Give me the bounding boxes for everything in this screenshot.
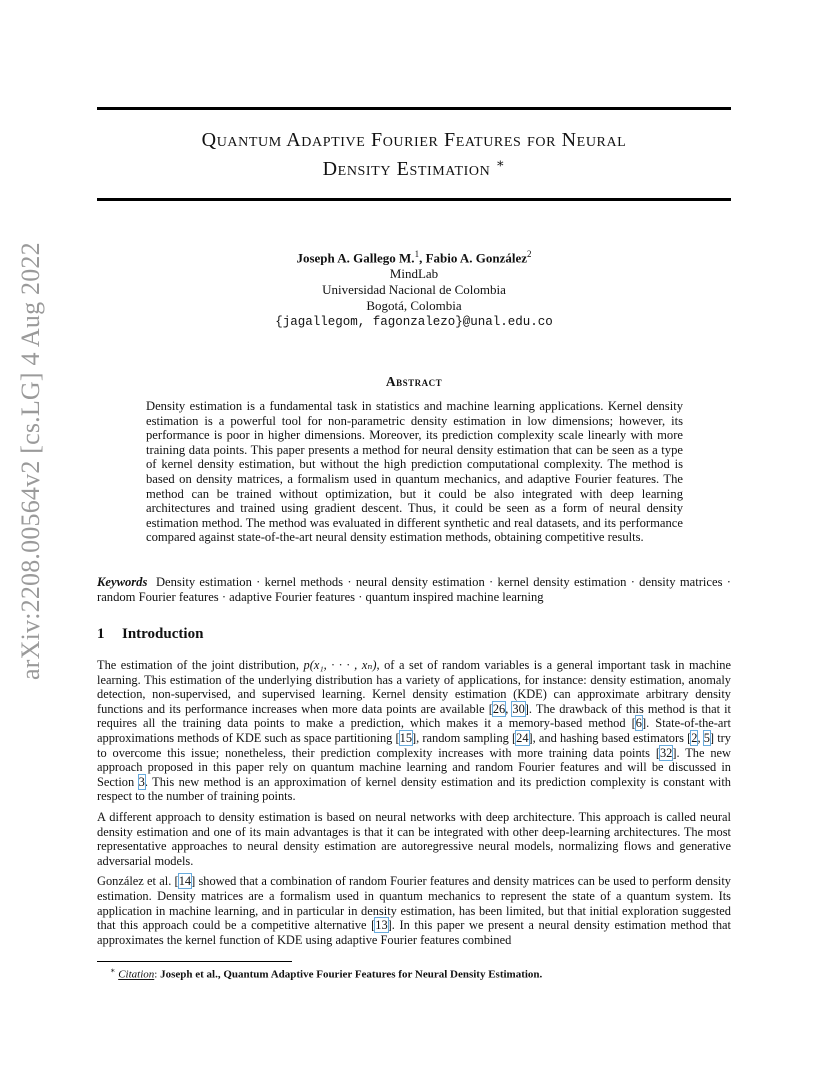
author-1: Joseph A. Gallego M. (296, 250, 415, 266)
p1-text-h: ]. The new approach proposed in this paper rely on quantum machine learning and random Fourier features and will be discussed in Section (97, 745, 732, 789)
p1-text-a: The estimation of the joint distribution, (97, 658, 304, 672)
keywords-block (97, 575, 731, 605)
footnote-rule (97, 961, 292, 962)
citation-link-26[interactable]: 26 (492, 701, 506, 716)
author-lab: MindLab (389, 266, 439, 282)
title-line-2-text: Density Estimation (322, 158, 491, 180)
abstract-heading: Abstract (385, 374, 443, 389)
author-email[interactable]: {jagallegom, fagonzalezo}@unal.edu.co (275, 315, 553, 330)
footnote-mark: ∗ (110, 966, 116, 975)
title-line-1: Quantum Adaptive Fourier Features for Neural (201, 129, 627, 151)
p1-text-e: ], random sampling [ (412, 730, 517, 745)
citation-link-32[interactable]: 32 (659, 745, 673, 760)
title-line-2 (97, 155, 731, 184)
citation-link-13[interactable]: 13 (375, 918, 388, 933)
citation-link-30[interactable]: 30 (512, 701, 525, 716)
author-2-affiliation: 2 (527, 249, 532, 259)
paragraph-2: A different approach to density estimation is based on neural networks with deep architecture. This approach is called neural density estimation and one of its main advantages is that it can be integrated with other deep-learning architectures. The most representative approaches to neural density estimation are autoregressive neural models, normalizing flows and generative adversarial models. (97, 809, 731, 868)
section-link-3[interactable]: 3 (138, 774, 145, 789)
p1-text-g: ] try to overcome this issue; nonetheless, their prediction complexity increases with more training data points [ (97, 730, 731, 760)
joint-distribution-math: p(x₁, · · · , xₙ) (303, 658, 377, 672)
arxiv-id-text: arXiv:2208.00564v2 [cs.LG] 4 Aug 2022 (16, 242, 45, 680)
p1-text-b: , of a set of random variables is a general important task in machine learning. This estimation of the underlying distribution has a variety of applications, for instance: density estimation, anomaly detection, non-supervised, and supervised learning. Kernel density estimation (KDE) can approximate arbitrary density functions and its performance increases when more data points are available [ (97, 658, 731, 716)
p3-text-a: González et al. [ (97, 874, 179, 889)
author-block (0, 246, 828, 330)
author-1-affiliation: 1 (414, 249, 420, 259)
p3-text-b: ] showed that a combination of random Fourier features and density matrices can be used to perform density estimation. Density matrices are a formalism used in quantum mechanics to represent the state of a quantum system. Its application in machine learning, and in particular in density estimation, has been limited, but that initial exploration suggested that this approach could be a competitive alternative [ (97, 874, 731, 933)
p1-text-d: ]. State-of-the-art approximations methods of KDE such as space partitioning [ (97, 716, 731, 745)
section-number: 1 (97, 626, 105, 642)
author-separator: , (419, 250, 426, 266)
citation-link-5[interactable]: 5 (703, 730, 710, 745)
paper-title (97, 126, 731, 184)
paragraph-3 (97, 874, 731, 947)
citation-link-15[interactable]: 15 (399, 730, 413, 745)
section-heading-introduction (97, 626, 203, 643)
footnote-reference: Joseph et al., Quantum Adaptive Fourier Features for Neural Density Estimation. (160, 968, 543, 981)
citation-link-2[interactable]: 2 (691, 730, 698, 745)
p1-citation-separator-2: , (697, 730, 704, 745)
title-bottom-rule (97, 198, 731, 201)
citation-link-6[interactable]: 6 (635, 716, 642, 731)
abstract-text: Density estimation is a fundamental task in statistics and machine learning applications. Kernel density estimation is a powerful tool for non-parametric density estimation in low dimensions; however, its performance is poor in higher dimensions. Moreover, its prediction complexity scale linearly with more training data points. This paper presents a method for neural density estimation that can be seen as a type of kernel density estimation, but without the high prediction computational complexity. The method is based on density matrices, a formalism used in quantum mechanics, and adaptive Fourier features. The method can be trained without optimization, but it could be also integrated with deep learning architectures and trained using gradient descent. Thus, it could be seen as a form of neural density estimation method. The method was evaluated in different synthetic and real datasets, and its performance compared against state-of-the-art neural density estimation methods, obtaining competitive results. (146, 399, 683, 545)
footnote-citation-label[interactable]: Citation (118, 968, 155, 981)
author-city: Bogotá, Colombia (366, 298, 462, 314)
keywords-text: Density estimation · kernel methods · neural density estimation · kernel density estimation · density matrices · random Fourier features · adaptive Fourier features · quantum inspired machine learning (97, 575, 731, 604)
citation-link-24[interactable]: 24 (516, 730, 529, 745)
footnote-colon: : (154, 968, 161, 981)
p1-text-i: . This new method is an approximation of kernel density estimation and its prediction complexity is constant with respect to the number of training points. (97, 774, 731, 804)
citation-link-14[interactable]: 14 (178, 874, 192, 889)
keywords-label: Keywords (97, 575, 148, 589)
p1-text-f: ], and hashing based estimators [ (528, 730, 692, 745)
title-top-rule (97, 107, 731, 110)
p1-citation-separator-1: , (505, 701, 513, 716)
paragraph-1 (97, 658, 731, 804)
author-2: Fabio A. González (425, 250, 528, 266)
p3-text-c: ]. In this paper we present a neural density estimation method that approximates the kernel function of KDE using adaptive Fourier features combined (97, 918, 731, 947)
p1-text-c: ]. The drawback of this method is that it requires all the training data points to make a prediction, which makes it a memory-based method [ (97, 701, 731, 731)
author-university: Universidad Nacional de Colombia (322, 282, 506, 298)
author-names (0, 246, 828, 266)
section-title: Introduction (122, 626, 204, 642)
title-footnote-mark[interactable]: ∗ (495, 155, 506, 171)
introduction-body (97, 658, 731, 953)
footnote (110, 964, 542, 982)
